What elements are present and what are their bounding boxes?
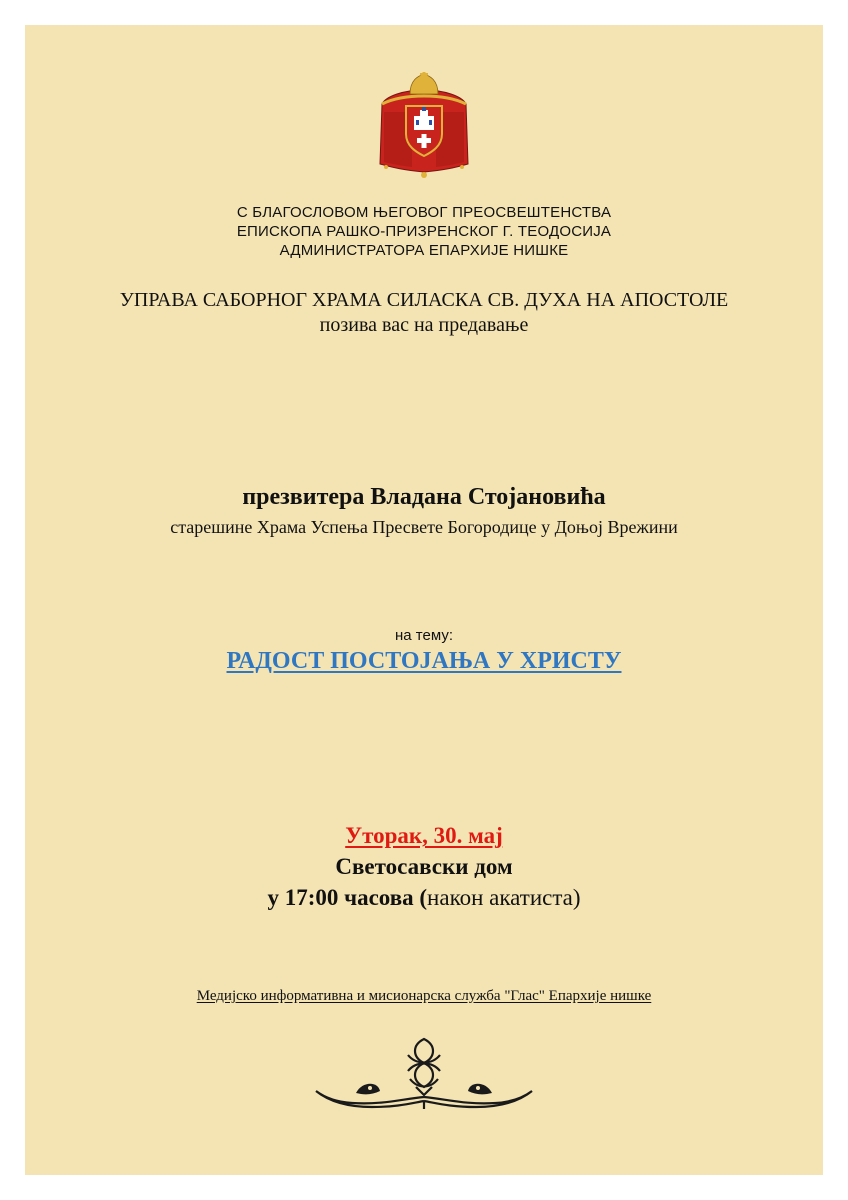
event-date: Уторак, 30. мај bbox=[345, 823, 503, 848]
presenter-block bbox=[0, 482, 848, 540]
topic-title-text: РАДОСТ ПОСТОЈАЊА У ХРИСТУ bbox=[226, 648, 622, 674]
blessing-line-2: ЕПИСКОПА РАШКО-ПРИЗРЕНСКОГ Г. ТЕОДОСИЈА bbox=[236, 223, 612, 240]
blessing-header bbox=[0, 203, 848, 260]
decorative-knot-ornament bbox=[312, 1035, 536, 1115]
event-time-line bbox=[0, 882, 848, 913]
event-note: након акатиста) bbox=[427, 885, 581, 910]
host-block bbox=[0, 288, 848, 338]
blessing-line-3: АДМИНИСТРАТОРА ЕПАРХИЈЕ НИШКЕ bbox=[279, 242, 569, 259]
blessing-line-1: С БЛАГОСЛОВОМ ЊЕГОВОГ ПРЕОСВЕШТЕНСТВА bbox=[236, 204, 612, 221]
event-note-paren: ( bbox=[419, 885, 428, 910]
host-invite: позива вас на предавање bbox=[319, 314, 529, 336]
footer-credit bbox=[0, 988, 848, 1005]
event-venue: Светосавски дом bbox=[335, 854, 513, 879]
eparchy-coat-of-arms bbox=[374, 72, 474, 187]
event-time: у 17:00 часова bbox=[267, 885, 414, 910]
presenter-name: презвитера Владана Стојановића bbox=[242, 484, 606, 510]
host-title: УПРАВА САБОРНОГ ХРАМА СИЛАСКА СВ. ДУХА НА АПОСТОЛЕ bbox=[119, 289, 729, 311]
topic-title bbox=[0, 648, 848, 675]
presenter-role: старешине Храма Успења Пресвете Богородице у Доњој Врежини bbox=[170, 517, 678, 537]
footer-credit-text: Медијско информативна и мисионарска служба "Глас" Епархије нишке bbox=[196, 988, 652, 1004]
topic-intro: на тему: bbox=[395, 627, 453, 644]
event-details bbox=[0, 820, 848, 913]
